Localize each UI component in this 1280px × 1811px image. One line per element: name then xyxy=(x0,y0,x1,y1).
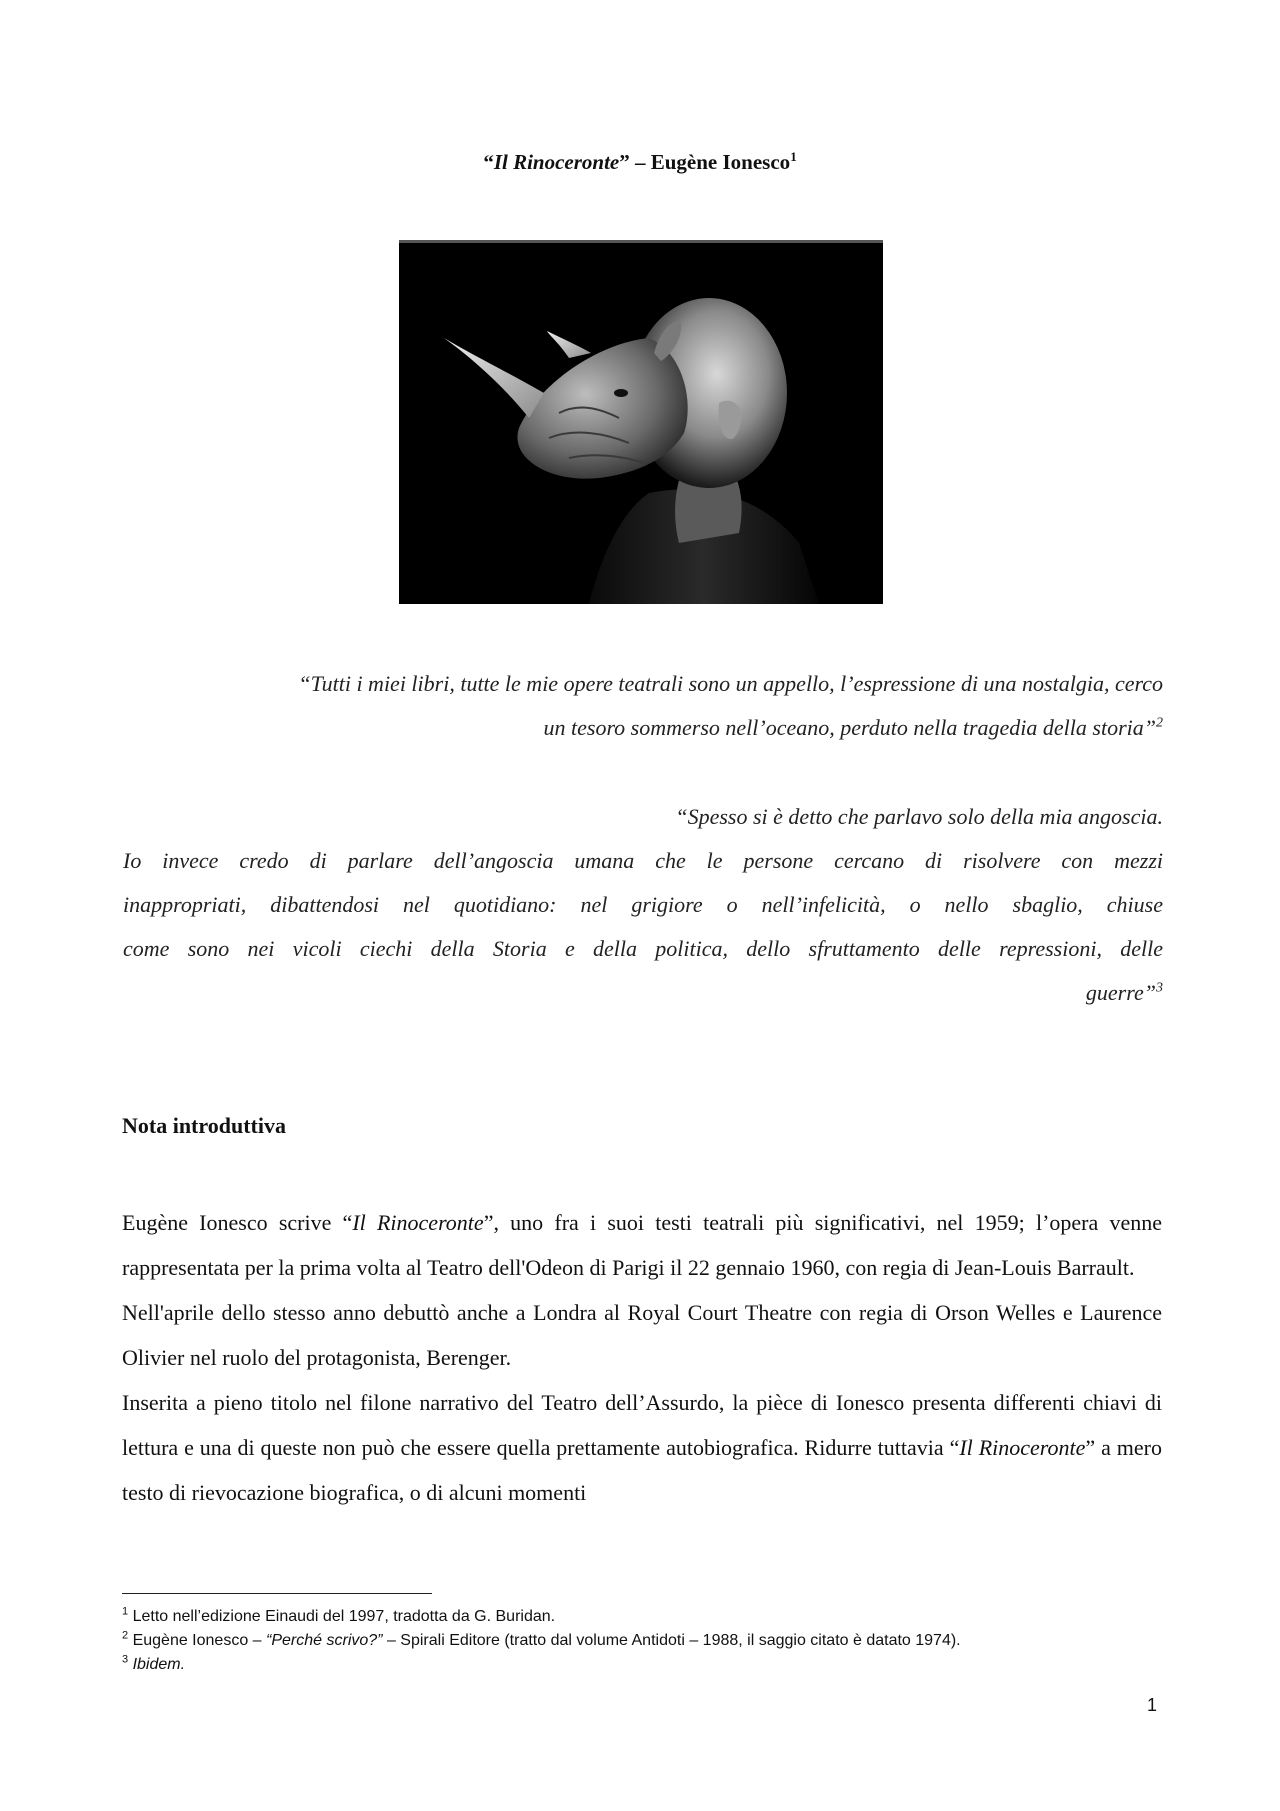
section-heading: Nota introduttiva xyxy=(122,1113,286,1138)
paragraph-2: Nell'aprile dello stesso anno debuttò anche a Londra al Royal Court Theatre con regia di Orson Welles e Laurence Olivier nel ruolo del protagonista, Berenger. xyxy=(122,1300,1162,1370)
paragraph-3: Inserita a pieno titolo nel filone narrativo del Teatro dell’Assurdo, la pièce di Ionesco presenta differenti chiavi di lettura e una di queste non può che essere quella prettamente autobiografica. Ridurre tuttavia “Il Rinoceronte” a mero testo di rievocazione biografica, o di alcuni momenti xyxy=(122,1390,1163,1505)
body-text xyxy=(122,1200,1162,1515)
footnote-1: $^1$ Letto nell’edizione Einaudi del 1997, tradotta da G. Buridan. xyxy=(122,1605,556,1625)
quote1-line-2: un tesoro sommerso nell’oceano, perduto nella tragedia della storia” xyxy=(543,715,1156,740)
page-number: 1 xyxy=(1146,1695,1157,1715)
footnotes xyxy=(122,1605,1182,1677)
title-separator: – xyxy=(629,150,651,174)
paragraph-1: Eugène Ionesco scrive “Il Rinoceronte”, uno fra i suoi testi teatrali più significativi, nel 1959; l’opera venne rappresentata per la prima volta al Teatro dell'Odeon di Parigi il 22 gennaio 1960, con regia di Jean-Louis Barrault. xyxy=(122,1210,1162,1280)
quote2-line-4: come sono nei vicoli ciechi della Storia e della politica, dello sfruttamento delle repressioni, delle xyxy=(123,936,1163,961)
footnote-separator xyxy=(122,1593,432,1594)
epigraph-quote-2 xyxy=(123,795,1163,1015)
footnote-ref-1[interactable]: 1 xyxy=(790,149,797,164)
rhinoceros-man-portrait-icon xyxy=(399,243,883,604)
epigraph-quote-1 xyxy=(123,662,1163,750)
work-title: Il Rinoceronte xyxy=(959,1435,1086,1460)
title-close-quote: ” xyxy=(619,150,630,174)
quote2-line-3: inappropriati, dibattendosi nel quotidiano: nel grigiore o nell’infelicità, o nello sbaglio, chiuse xyxy=(123,892,1163,917)
rhinoceros-man-figure xyxy=(399,240,883,604)
quote2-line-5: guerre” xyxy=(1085,980,1156,1005)
document-title xyxy=(0,150,1280,175)
quote1-line-1: “Tutti i miei libri, tutte le mie opere teatrali sono un appello, l’espressione di una nostalgia, cerco xyxy=(298,671,1163,696)
footnote-ref-2[interactable]: 2 xyxy=(1156,715,1163,731)
work-title: Il Rinoceronte xyxy=(352,1210,484,1235)
title-work: Il Rinoceronte xyxy=(493,150,620,174)
title-open-quote: “ xyxy=(483,150,494,174)
quote2-line-1: “Spesso si è detto che parlavo solo della mia angoscia. xyxy=(675,804,1163,829)
quote2-line-2: Io invece credo di parlare dell’angoscia umana che le persone cercano di risolvere con mezzi xyxy=(123,848,1163,873)
footnote-3: $^3$ Ibidem. xyxy=(122,1653,186,1673)
footnote-2: $^2$ Eugène Ionesco – “Perché scrivo?” – Spirali Editore (tratto dal volume Antidoti – 1988, il saggio citato è datato 1974). xyxy=(122,1629,961,1649)
footnote-ref-3[interactable]: 3 xyxy=(1156,980,1163,996)
title-author: Eugène Ionesco xyxy=(650,150,791,174)
